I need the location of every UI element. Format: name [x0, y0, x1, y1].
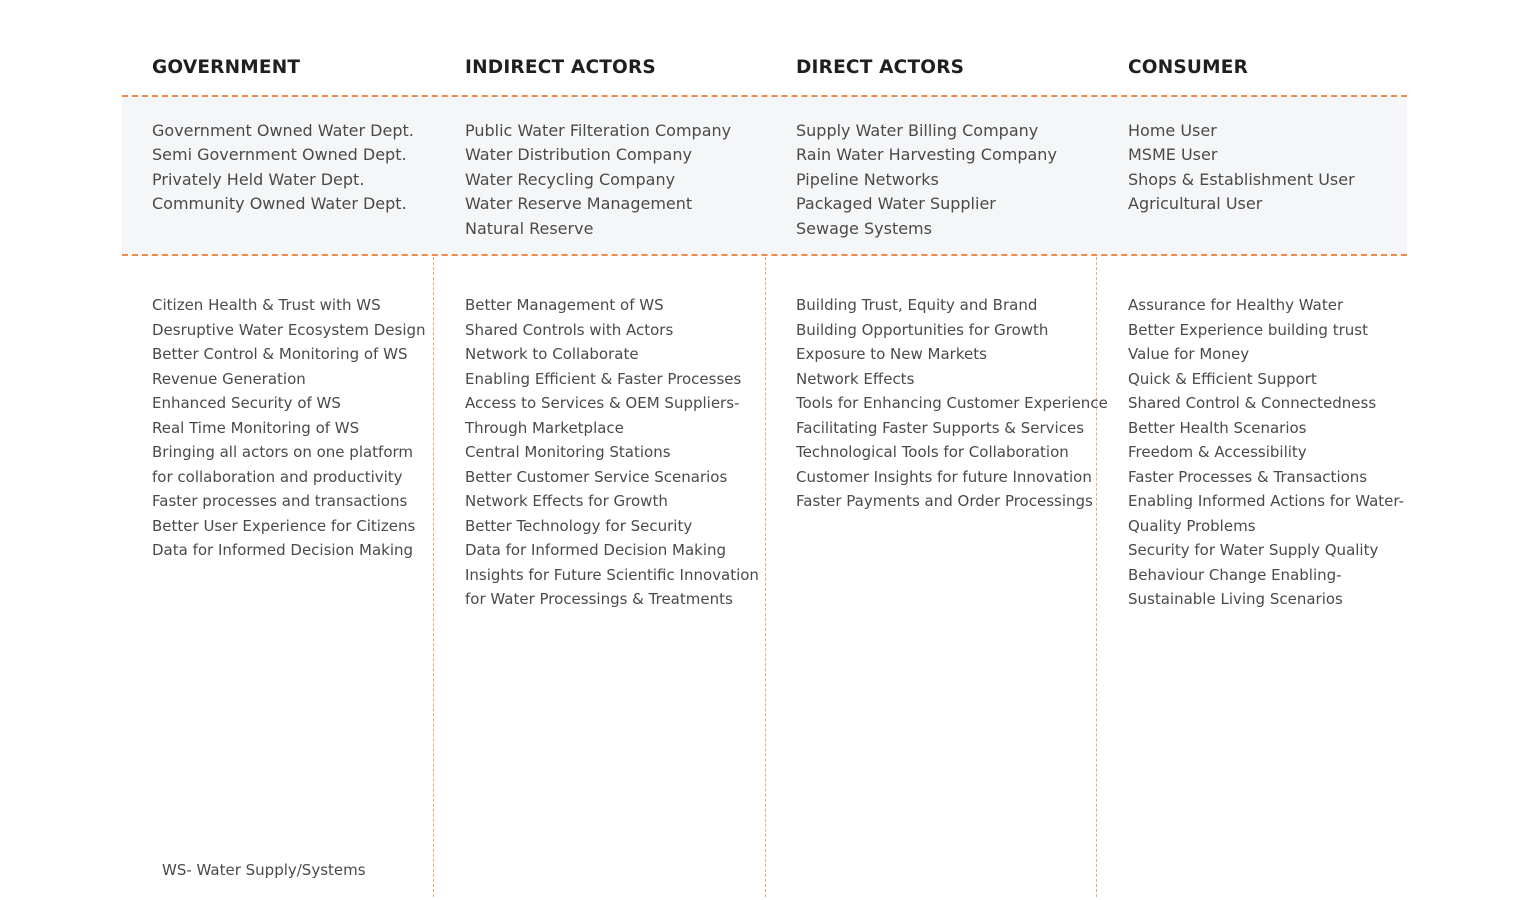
- list-item: Customer Insights for future Innovation: [796, 467, 1092, 486]
- list-item: for collaboration and productivity: [152, 467, 403, 486]
- footnote: WS- Water Supply/Systems: [162, 861, 366, 879]
- list-item: Network to Collaborate: [465, 345, 639, 363]
- list-item: Building Trust, Equity and Brand: [796, 296, 1038, 314]
- list-item: Behaviour Change Enabling-: [1128, 565, 1342, 584]
- column-divider-1: [433, 257, 434, 897]
- list-item: Insights for Future Scientific Innovation: [465, 565, 759, 584]
- list-item: Public Water Filteration Company: [465, 121, 732, 140]
- list-item: Better Health Scenarios: [1128, 418, 1307, 437]
- consumer-values-list: [1128, 293, 1404, 612]
- list-item: Water Recycling Company: [465, 169, 676, 189]
- list-item: Better Management of WS: [465, 296, 664, 314]
- list-item: Facilitating Faster Supports & Services: [796, 418, 1085, 437]
- list-item: Revenue Generation: [152, 369, 306, 388]
- list-item: Packaged Water Supplier: [796, 194, 996, 214]
- list-item: Enabling Efficient & Faster Processes: [465, 369, 742, 388]
- list-item: Privately Held Water Dept.: [152, 169, 365, 189]
- list-item: Quick & Efficient Support: [1128, 369, 1317, 388]
- list-item: Security for Water Supply Quality: [1128, 541, 1379, 559]
- list-item: Better Control & Monitoring of WS: [152, 345, 408, 363]
- list-item: Technological Tools for Collaboration: [796, 443, 1069, 461]
- header-consumer: CONSUMER: [1128, 57, 1249, 78]
- list-item: Network Effects: [796, 369, 915, 388]
- list-item: Quality Problems: [1128, 516, 1256, 535]
- government-actors-list: [152, 119, 414, 217]
- indirect-actors-values-list: [465, 293, 759, 612]
- list-item: Shared Controls with Actors: [465, 320, 674, 339]
- list-item: Better Experience building trust: [1128, 320, 1368, 339]
- list-item: Supply Water Billing Company: [796, 121, 1039, 140]
- list-item: Enabling Informed Actions for Water-: [1128, 492, 1404, 510]
- list-item: Semi Government Owned Dept.: [152, 145, 407, 165]
- list-item: Building Opportunities for Growth: [796, 320, 1049, 339]
- list-item: Community Owned Water Dept.: [152, 194, 407, 214]
- list-item: MSME User: [1128, 145, 1218, 165]
- column-divider-2: [765, 257, 766, 897]
- list-item: Assurance for Healthy Water: [1128, 296, 1344, 314]
- list-item: Freedom & Accessibility: [1128, 443, 1307, 461]
- list-item: Water Reserve Management: [465, 194, 693, 214]
- list-item: Water Distribution Company: [465, 145, 692, 165]
- list-item: Shops & Establishment User: [1128, 169, 1355, 189]
- list-item: for Water Processings & Treatments: [465, 590, 733, 608]
- list-item: Access to Services & OEM Suppliers-: [465, 394, 740, 412]
- top-divider: [122, 95, 1407, 97]
- list-item: Exposure to New Markets: [796, 345, 987, 363]
- header-government: GOVERNMENT: [152, 57, 301, 78]
- list-item: Sewage Systems: [796, 218, 932, 238]
- list-item: Shared Control & Connectedness: [1128, 394, 1377, 412]
- list-item: Citizen Health & Trust with WS: [152, 296, 381, 314]
- list-item: Faster Processes & Transactions: [1128, 467, 1368, 486]
- indirect-actors-list: [465, 119, 731, 241]
- list-item: Network Effects for Growth: [465, 492, 668, 510]
- list-item: Data for Informed Decision Making: [465, 541, 727, 559]
- list-item: Bringing all actors on one platform: [152, 443, 414, 461]
- consumer-actors-list: [1128, 119, 1355, 217]
- list-item: Value for Money: [1128, 345, 1250, 363]
- list-item: Natural Reserve: [465, 218, 594, 238]
- list-item: Data for Informed Decision Making: [152, 541, 414, 559]
- list-item: Home User: [1128, 121, 1217, 140]
- list-item: Sustainable Living Scenarios: [1128, 590, 1343, 608]
- list-item: Real Time Monitoring of WS: [152, 418, 360, 437]
- bottom-divider: [122, 254, 1407, 256]
- header-direct-actors: DIRECT ACTORS: [796, 57, 965, 78]
- list-item: Pipeline Networks: [796, 169, 939, 189]
- header-indirect-actors: INDIRECT ACTORS: [465, 57, 656, 78]
- list-item: Central Monitoring Stations: [465, 443, 671, 461]
- list-item: Better User Experience for Citizens: [152, 516, 416, 535]
- direct-actors-list: [796, 119, 1057, 241]
- list-item: Enhanced Security of WS: [152, 394, 341, 412]
- list-item: Better Customer Service Scenarios: [465, 467, 728, 486]
- list-item: Agricultural User: [1128, 194, 1263, 214]
- government-values-list: [152, 293, 426, 563]
- column-headers: [0, 57, 1529, 85]
- direct-actors-values-list: [796, 293, 1108, 514]
- list-item: Faster Payments and Order Processings: [796, 492, 1093, 510]
- list-item: Desruptive Water Ecosystem Design: [152, 320, 426, 339]
- list-item: Through Marketplace: [465, 418, 624, 437]
- list-item: Government Owned Water Dept.: [152, 121, 414, 140]
- list-item: Rain Water Harvesting Company: [796, 145, 1057, 165]
- list-item: Better Technology for Security: [465, 516, 693, 535]
- list-item: Tools for Enhancing Customer Experience: [796, 394, 1108, 412]
- list-item: Faster processes and transactions: [152, 492, 408, 510]
